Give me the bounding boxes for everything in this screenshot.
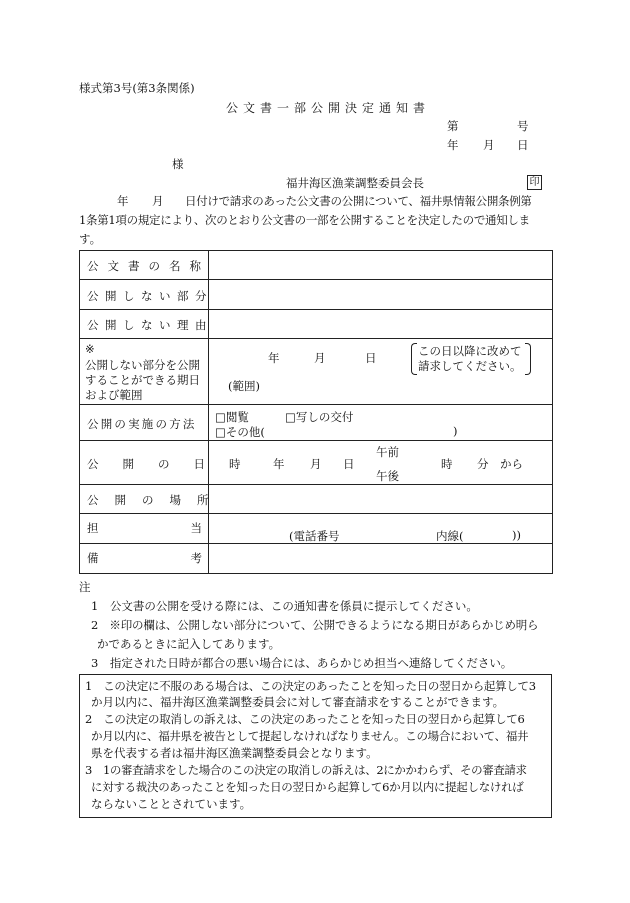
appeal-line-4: か月以内に、福井県を被告として提起しなければなりません。この場合において、福井 [91, 729, 529, 743]
contact-phone: (電話番号 [289, 529, 340, 543]
note-bracket-right [525, 343, 531, 375]
date-month: 月 [483, 138, 495, 152]
label-document-name: 公文書の名称 [87, 259, 210, 273]
method-other: □その他( [215, 425, 265, 439]
label-place: 公開の場所 [87, 493, 225, 507]
appeal-line-8: ならないこととされています。 [91, 797, 252, 811]
number-dai: 第 [447, 119, 459, 133]
form-number: 様式第3号(第3条関係) [79, 81, 195, 95]
number-go: 号 [517, 119, 529, 133]
addressee-sama: 様 [172, 157, 184, 171]
period-month: 月 [314, 351, 326, 365]
date-day: 日 [517, 138, 529, 152]
intro-line1: 日付けで請求のあった公文書の公開について、福井県情報公開条例第 [185, 194, 532, 208]
appeal-line-7: に対する裁決のあったことを知った日の翌日から起算して6か月以内に提起しなければ [91, 780, 524, 794]
period-range: (範囲) [228, 379, 260, 393]
intro-line2: 1条第1項の規定により、次のとおり公文書の一部を公開することを決定したので通知しま [79, 213, 530, 227]
method-copy: □写しの交付 [285, 410, 354, 424]
contact-close: )) [512, 528, 521, 542]
label-period-1: 公開しない部分を公開 [85, 358, 200, 372]
dt-am: 午前 [376, 445, 399, 459]
period-day: 日 [365, 351, 377, 365]
appeal-line-2: か月以内に、福井海区漁業調整委員会に対して審査請求をすることができます。 [91, 695, 505, 709]
notes-heading: 注 [79, 580, 91, 594]
dt-hour: 時 [441, 457, 453, 471]
note-item-1: 1 公文書の公開を受ける際には、この通知書を係員に提示してください。 [91, 599, 478, 613]
label-period-2: することができる期日 [85, 373, 200, 387]
period-note-2: 請求してください。 [418, 359, 522, 373]
date-year: 年 [447, 138, 459, 152]
document-title: 公文書一部公開決定通知書 [226, 101, 431, 115]
note-item-2-cont: かであるときに記入してあります。 [97, 637, 281, 651]
note-item-2: 2 ※印の欄は、公開しない部分について、公開できるようになる期日があらかじめ明ら [91, 618, 539, 632]
label-period-3: および範囲 [85, 388, 143, 402]
label-contact: 担当 [87, 521, 294, 535]
appeal-line-5: 県を代表する者は福井海区漁業調整委員会となります。 [91, 746, 378, 760]
issuer-name: 福井海区漁業調整委員会長 [286, 176, 424, 190]
label-datetime: 公開の日時 [87, 457, 265, 471]
seal-mark: 印 [527, 175, 542, 190]
dt-day: 日 [343, 457, 355, 471]
label-method: 公開の実施の方法 [87, 417, 197, 431]
dt-pm: 午後 [376, 469, 399, 483]
label-remarks: 備考 [87, 551, 294, 565]
label-undisclosed-part: 公開しない部分 [87, 289, 213, 303]
dt-minute: 分 [477, 457, 489, 471]
period-year: 年 [268, 351, 280, 365]
appeal-line-6: 3 1の審査請求をした場合のこの決定の取消しの訴えは、2にかかわらず、その審査請求 [85, 763, 527, 777]
appeal-line-1: 1 この決定に不服のある場合は、この決定のあったことを知った日の翌日から起算して3 [85, 679, 536, 693]
contact-ext: 内線( [436, 529, 464, 543]
intro-line3: す。 [79, 232, 102, 246]
note-bracket-left [411, 343, 417, 375]
appeal-line-3: 2 この決定の取消しの訴えは、この決定のあったことを知った日の翌日から起算して6 [85, 712, 525, 726]
intro-year: 年 [117, 194, 129, 208]
method-other-close: ) [453, 424, 458, 438]
dt-from: から [500, 457, 523, 471]
note-item-3: 3 指定された日時が都合の悪い場合には、あらかじめ担当へ連絡してください。 [91, 656, 513, 670]
dt-month: 月 [310, 457, 322, 471]
method-view: □閲覧 [215, 410, 249, 424]
intro-month: 月 [152, 194, 164, 208]
dt-year: 年 [273, 457, 285, 471]
asterisk-mark: ※ [85, 342, 95, 356]
label-undisclosed-reason: 公開しない理由 [87, 318, 213, 332]
period-note-1: この日以降に改めて [418, 344, 522, 358]
